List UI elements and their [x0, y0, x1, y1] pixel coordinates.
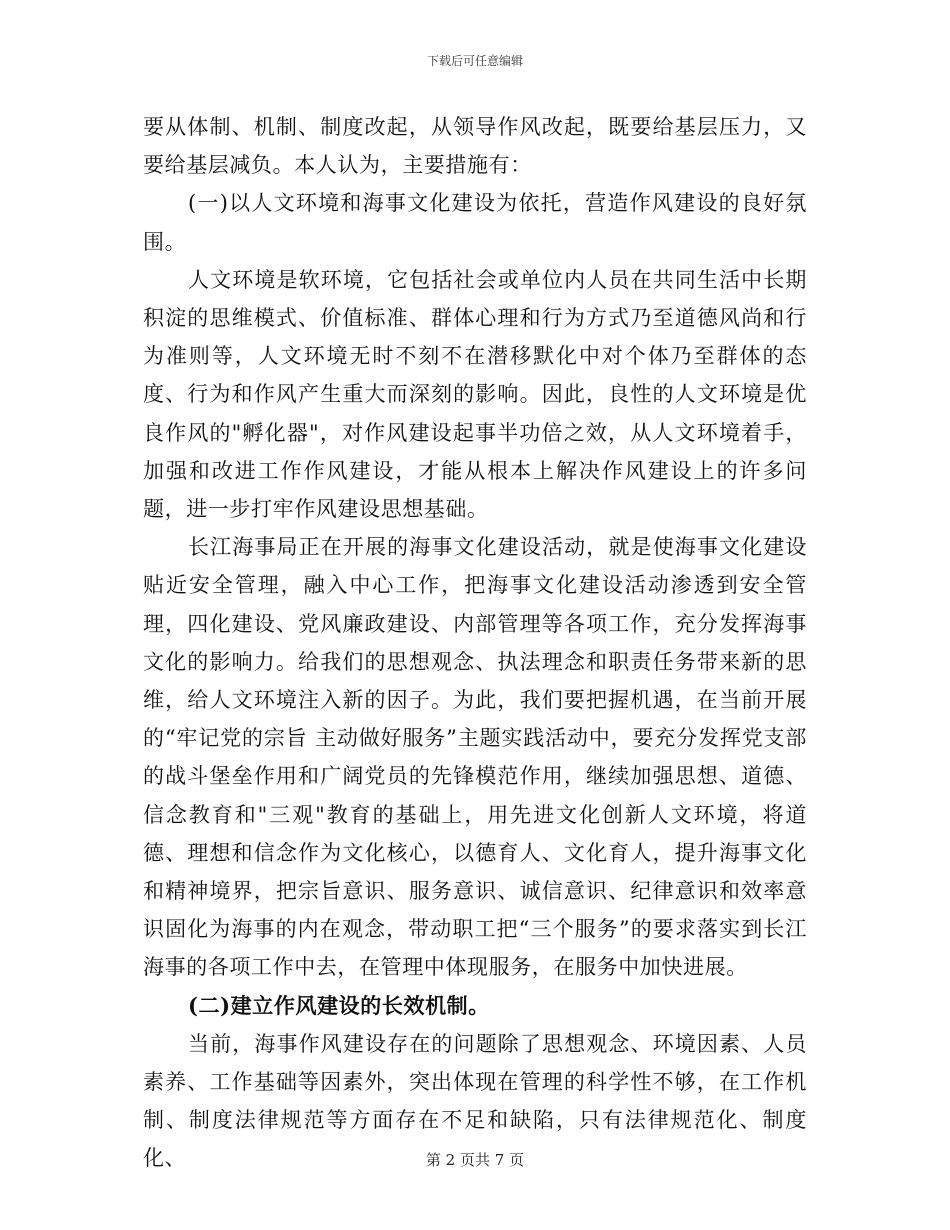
paragraph-maritime-culture: 长江海事局正在开展的海事文化建设活动，就是使海事文化建设贴近安全管理，融入中心工作，把海事文化建设活动渗透到安全管理，四化建设、党风廉政建设、内部管理等各项工作，充分发挥海事文化的影响力。给我们的思想观念、执法理念和职责任务带来新的思维，给人文环境注入新的因子。为此，我们要把握机遇，在当前开展的“牢记党的宗旨 主动做好服务”主题实践活动中，要充分发挥党支部的战斗堡垒作用和广阔党员的先锋模范作用，继续加强思想、道德、信念教育和"三观"教育的基础上，用先进文化创新人文环境，将道德、理想和信念作为文化核心，以德育人、文化育人，提升海事文化和精神境界，把宗旨意识、服务意识、诚信意识、纪律意识和效率意识固化为海事的内在观念，带动职工把“三个服务”的要求落实到长江海事的各项工作中去，在管理中体现服务，在服务中加快进展。	[143, 535, 807, 980]
page-number: 第 2 页共 7 页	[425, 1151, 525, 1169]
paragraph-current-problems: 当前，海事作风建设存在的问题除了思想观念、环境因素、人员素养、工作基础等因素外，突出体现在管理的科学性不够，在工作机制、制度法律规范等方面存在不足和缺陷，只有法律规范化、制度化、	[143, 1031, 807, 1171]
section-heading-1: (一)以人文环境和海事文化建设为依托，营造作风建设的良好氛围。	[143, 191, 807, 254]
paragraph-humanistic-environment: 人文环境是软环境，它包括社会或单位内人员在共同生活中长期积淀的思维模式、价值标准、群体心理和行为方式乃至道德风尚和行为准则等，人文环境无时不刻不在潜移默化中对个体乃至群体的态度、行为和作风产生重大而深刻的影响。因此，良性的人文环境是优良作风的"孵化器"，对作风建设起事半功倍之效，从人文环境着手，加强和改进工作作风建设，才能从根本上解决作风建设上的许多问题，进一步打牢作风建设思想基础。	[143, 267, 807, 522]
page-header: 下载后可任意编辑	[426, 54, 523, 68]
document-body	[143, 108, 807, 1178]
paragraph-continuation: 要从体制、机制、制度改起，从领导作风改起，既要给基层压力，又要给基层减负。本人认为，主要措施有：	[143, 115, 807, 178]
section-heading-2: (二)建立作风建设的长效机制。	[188, 992, 490, 1018]
